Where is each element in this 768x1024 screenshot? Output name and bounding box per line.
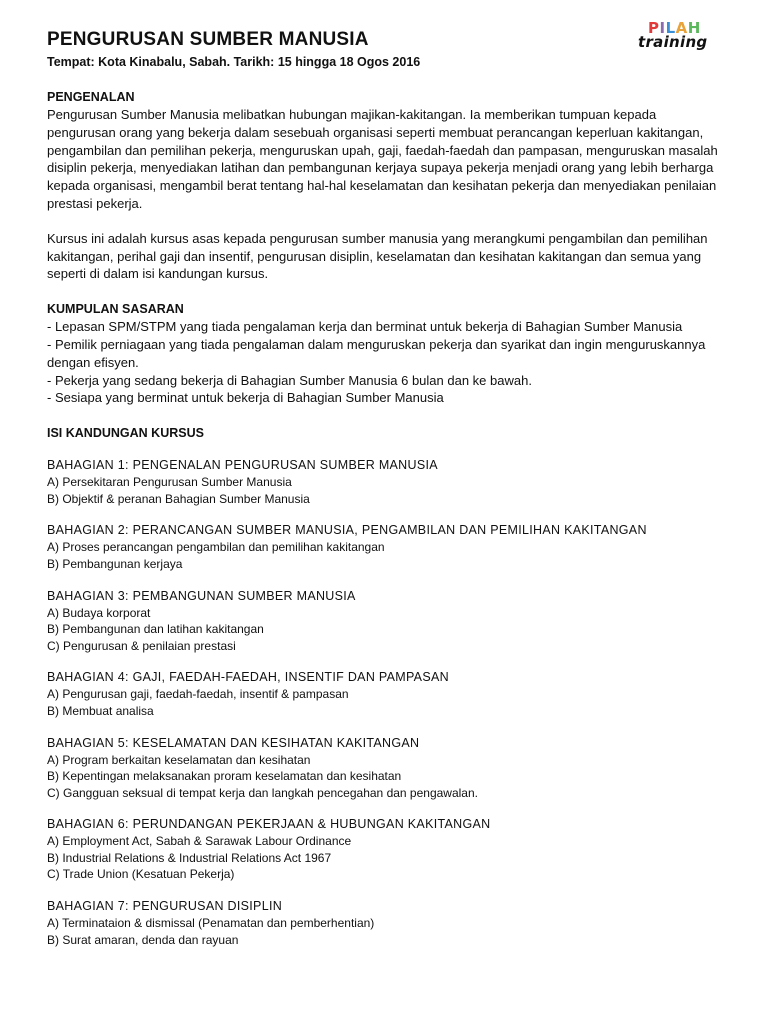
part-item: B) Membuat analisa <box>47 703 154 718</box>
target-heading: KUMPULAN SASARAN <box>47 302 184 317</box>
part-item: A) Proses perancangan pengambilan dan pemilihan kakitangan <box>47 540 385 555</box>
target-list <box>47 318 727 407</box>
part-item: A) Terminataion & dismissal (Penamatan dan pemberhentian) <box>47 916 375 931</box>
intro-heading: PENGENALAN <box>47 90 135 104</box>
part-item: A) Persekitaran Pengurusan Sumber Manusia <box>47 475 292 490</box>
course-part-5 <box>47 735 727 802</box>
part-title: BAHAGIAN 7: PENGURUSAN DISIPLIN <box>47 899 283 914</box>
part-item: B) Surat amaran, denda dan rayuan <box>47 932 239 947</box>
part-item: B) Pembangunan kerjaya <box>47 556 183 571</box>
course-part-4 <box>47 669 727 719</box>
course-part-2 <box>47 522 727 572</box>
part-title: BAHAGIAN 6: PERUNDANGAN PEKERJAAN & HUBUNGAN KAKITANGAN <box>47 817 491 832</box>
logo-letter: P <box>648 19 660 37</box>
document-page <box>47 28 727 948</box>
part-title: BAHAGIAN 3: PEMBANGUNAN SUMBER MANUSIA <box>47 588 356 603</box>
part-title: BAHAGIAN 5: KESELAMATAN DAN KESIHATAN KAKITANGAN <box>47 735 420 750</box>
document-title: PENGURUSAN SUMBER MANUSIA <box>47 29 369 50</box>
part-item: A) Program berkaitan keselamatan dan kesihatan <box>47 752 311 767</box>
logo-letter: H <box>687 19 701 37</box>
part-item: B) Industrial Relations & Industrial Relations Act 1967 <box>47 850 332 865</box>
part-item: C) Gangguan seksual di tempat kerja dan langkah pencegahan dan pengawalan. <box>47 785 478 800</box>
course-part-6 <box>47 816 727 883</box>
part-item: A) Employment Act, Sabah & Sarawak Labour Ordinance <box>47 834 352 849</box>
logo-letter: L <box>665 19 676 37</box>
target-item: - Sesiapa yang berminat untuk bekerja di Bahagian Sumber Manusia <box>47 390 444 406</box>
target-item: - Lepasan SPM/STPM yang tiada pengalaman kerja dan berminat untuk bekerja di Bahagian Sumber Manusia <box>47 319 683 335</box>
target-item: - Pekerja yang sedang bekerja di Bahagian Sumber Manusia 6 bulan dan ke bawah. <box>47 372 532 388</box>
intro-paragraph-1: Pengurusan Sumber Manusia melibatkan hubungan majikan-kakitangan. Ia memberikan tumpuan kepada pengurusan orang yang bekerja dalam sesebuah organisasi seperti membuat perancangan keperluan kakitangan, pengambilan dan pemilihan pekerja, menguruskan upah, gaji, faedah-faedah dan pampasan, menguruskan masalah disiplin pekerja, menyediakan latihan dan pembangunan kerjaya supaya pekerja menjadi orang yang lebih berharga kepada organisasi, mengambil berat tentang hal-hal keselamatan dan kesihatan pekerja dan menyediakan penilaian prestasi pekerja. <box>47 107 718 211</box>
part-item: B) Objektif & peranan Bahagian Sumber Manusia <box>47 491 310 506</box>
part-item: B) Kepentingan melaksanakan proram keselamatan dan kesihatan <box>47 769 402 784</box>
part-title: BAHAGIAN 4: GAJI, FAEDAH-FAEDAH, INSENTIF DAN PAMPASAN <box>47 670 449 685</box>
content-heading: ISI KANDUNGAN KURSUS <box>47 426 204 441</box>
part-item: C) Trade Union (Kesatuan Pekerja) <box>47 867 235 882</box>
logo-bottom-text: training <box>638 33 708 51</box>
part-title: BAHAGIAN 1: PENGENALAN PENGURUSAN SUMBER MANUSIA <box>47 458 438 473</box>
intro-paragraph-2: Kursus ini adalah kursus asas kepada pengurusan sumber manusia yang merangkumi pengambilan dan pemilihan kakitangan, perihal gaji dan insentif, pengurusan disiplin, keselamatan dan kesihatan kakitangan dan semua yang seperti di dalam isi kandungan kursus. <box>47 230 708 282</box>
part-item: A) Pengurusan gaji, faedah-faedah, insentif & pampasan <box>47 687 349 702</box>
course-part-3 <box>47 588 727 655</box>
document-subtitle: Tempat: Kota Kinabalu, Sabah. Tarikh: 15 hingga 18 Ogos 2016 <box>47 55 421 69</box>
course-part-7 <box>47 898 727 948</box>
logo-letter: A <box>675 19 688 37</box>
course-part-1 <box>47 457 727 507</box>
part-item: C) Pengurusan & penilaian prestasi <box>47 638 236 653</box>
part-item: B) Pembangunan dan latihan kakitangan <box>47 622 264 637</box>
target-item: - Pemilik perniagaan yang tiada pengalaman dalam menguruskan pekerja dan syarikat dan ingin menguruskannya dengan efisyen. <box>47 336 706 370</box>
part-item: A) Budaya korporat <box>47 605 151 620</box>
part-title: BAHAGIAN 2: PERANCANGAN SUMBER MANUSIA, PENGAMBILAN DAN PEMILIHAN KAKITANGAN <box>47 523 647 538</box>
logo-letter: I <box>659 19 666 37</box>
